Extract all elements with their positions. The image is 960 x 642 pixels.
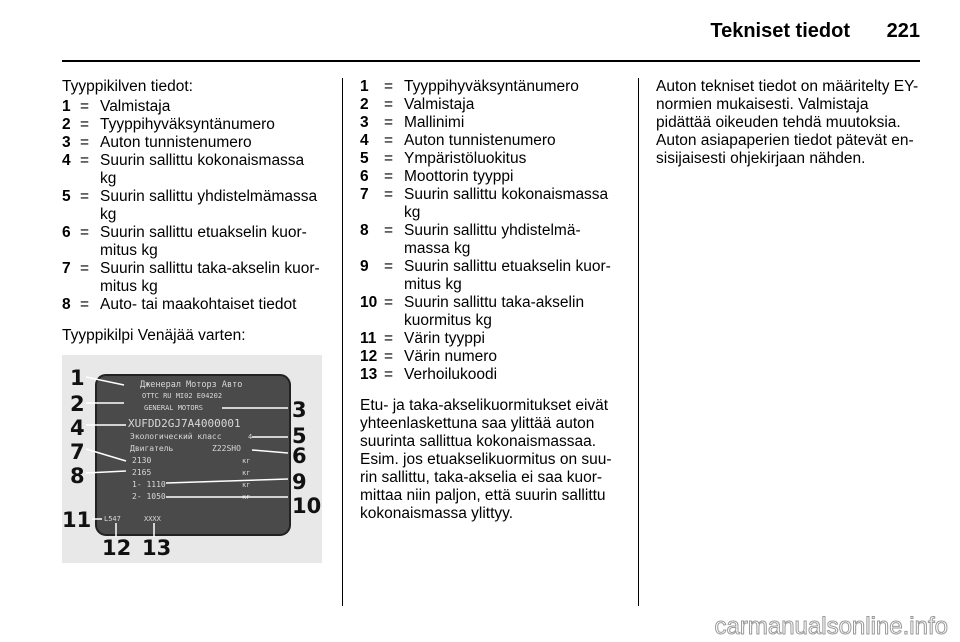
plate-line: Двигатель [130, 444, 174, 453]
plate-line: Экологический класс [130, 432, 222, 441]
plate-value: Z22SHO [212, 444, 241, 453]
list-item: 2 = Valmistaja [360, 96, 475, 113]
callout-label: 10 [292, 494, 322, 518]
plate-line: 1- 1110 [132, 480, 166, 489]
column-3 [656, 78, 922, 168]
list-item: 8 = Auto- tai maakohtaiset tiedot [62, 296, 297, 313]
list-item: 1 = Tyyppihyväksyntänumero [360, 78, 579, 95]
plate-line: XUFDD2GJ7A4000001 [128, 417, 241, 430]
list-item: 7 = Suurin sallittu kokonaismassa kg [360, 186, 609, 221]
list-item: 3 = Mallinimi [360, 114, 465, 131]
callout-label: 9 [292, 470, 307, 494]
plate-line: GENERAL MOTORS [144, 404, 204, 412]
column-divider-1 [342, 78, 343, 606]
type-plate-intro: Tyyppikilven tiedot: [62, 78, 193, 95]
plate-value: кг [242, 469, 251, 477]
russia-plate-list [360, 78, 624, 384]
list-item: 5 = Ympäristöluokitus [360, 150, 527, 167]
plate-value: кг [242, 457, 251, 465]
spec-disclaimer: Auton tekniset tiedot on määritelty EY-normien mukaisesti. Valmistaja pidättää oikeuden tehdä muutoksia. Auton asiapaperien tiedot pätevät en-sisijaisesti ohjekirjaan nähden. [656, 78, 919, 167]
callout-label: 4 [70, 416, 85, 440]
axle-load-note: Etu- ja taka-akselikuormitukset eivät yhteenlaskettuna saa ylittää auton suurinta sallittua kokonaismassaa. Esim. jos etuakselikuormitus on suu-rin sallittu, taka-akselia ei saa kuor-mittaa niin paljon, että suurin sallittu kokonaismassa ylittyy. [360, 397, 612, 522]
callout-label: 8 [70, 464, 85, 488]
plate-value: 4 [248, 433, 253, 441]
list-item: 13 = Verhoilukoodi [360, 366, 498, 383]
callout-label: 2 [70, 392, 85, 416]
watermark [660, 612, 950, 640]
callout-label: 12 [102, 536, 132, 560]
column-2 [360, 78, 624, 523]
list-item: 12 = Värin numero [360, 348, 498, 365]
list-item: 1 = Valmistaja [62, 98, 171, 115]
plate-value: кг [242, 493, 251, 501]
callout-label: 7 [70, 440, 85, 464]
plate-line: 2130 [132, 456, 152, 465]
plate-line: Дженерал Моторз Авто [140, 380, 243, 390]
list-item: 6 = Moottorin tyyppi [360, 168, 514, 185]
list-item: 6 = Suurin sallittu etuakselin kuor-mitus kg [62, 224, 307, 259]
plate-value: кг [242, 481, 251, 489]
page-title: Tekniset tiedot [710, 20, 850, 42]
page-number: 221 [886, 20, 920, 42]
column-divider-2 [638, 78, 639, 606]
list-item: 3 = Auton tunnistenumero [62, 134, 252, 151]
plate-line: L547 [104, 515, 121, 523]
plate-line: XXXX [144, 515, 161, 523]
column-1 [62, 78, 324, 345]
list-item: 5 = Suurin sallittu yhdistelmämassa kg [62, 188, 318, 223]
list-item: 11 = Värin tyyppi [360, 330, 485, 347]
type-plate-illustration [62, 355, 322, 563]
list-item: 7 = Suurin sallittu taka-akselin kuor-mitus kg [62, 260, 320, 295]
watermark-text: carmanualsonline.info [714, 613, 948, 640]
callout-label: 13 [142, 536, 172, 560]
plate-line: 2- 1050 [132, 492, 166, 501]
plate-line: 2165 [132, 468, 152, 477]
header-rule [62, 60, 920, 62]
list-item: 9 = Suurin sallittu etuakselin kuor-mitus kg [360, 258, 611, 293]
list-item: 4 = Auton tunnistenumero [360, 132, 556, 149]
callout-label: 5 [292, 424, 307, 448]
list-item: 8 = Suurin sallittu yhdistelmä-massa kg [360, 222, 581, 257]
callout-label: 6 [292, 444, 307, 468]
russia-plate-intro: Tyyppikilpi Venäjää varten: [62, 327, 246, 344]
type-plate-list [62, 98, 324, 314]
list-item: 4 = Suurin sallittu kokonaismassa kg [62, 152, 305, 187]
list-item: 10 = Suurin sallittu taka-akselin kuormitus kg [360, 294, 585, 329]
callout-label: 3 [292, 398, 307, 422]
callout-label: 11 [62, 508, 92, 532]
callout-label: 1 [70, 366, 85, 390]
type-plate-svg [62, 355, 322, 563]
list-item: 2 = Tyyppihyväksyntänumero [62, 116, 275, 133]
plate-line: ОТТС RU MI02 E04202 [142, 392, 223, 400]
